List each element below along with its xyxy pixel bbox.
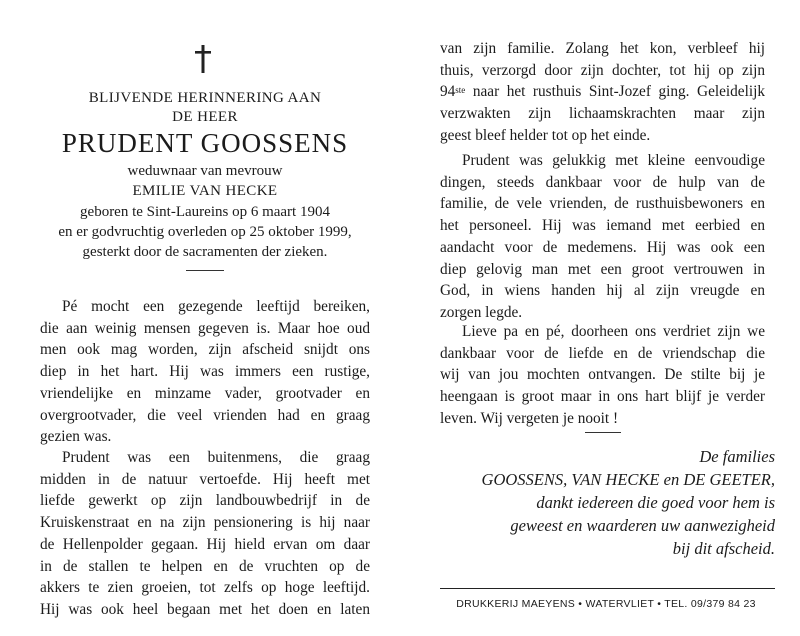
death-line: en er godvruchtig overleden op 25 oktober 1999, — [58, 224, 352, 240]
text-line: heengaan is groot maar in ons hart blijf je verder — [440, 388, 765, 406]
text-line: Pé mocht een gezegende leeftijd bereiken, — [62, 298, 370, 315]
text-line: Lieve pa en pé, doorheen ons verdriet zijn we — [462, 323, 765, 340]
birth-line: geboren te Sint-Laureins op 6 maart 1904 — [80, 204, 330, 220]
sacraments-line: gesterkt door de sacramenten der zieken. — [82, 244, 328, 260]
text-line: overgrootvader, die veel vrienden had en graag — [40, 406, 370, 424]
text-line: thuis, verzorgd door zijn dochter, tot hij op zijn — [440, 61, 765, 79]
text-line: diep gelovig man met een groot vertrouwen in — [440, 260, 765, 278]
text-line: de Hellenpolder gegaan. Hij hield ervan om daar — [40, 535, 370, 553]
text-line: 94ste naar het rusthuis Sint-Jozef ging. Geleidelijk — [440, 83, 765, 101]
footer-divider — [440, 588, 775, 589]
signature-families: GOOSSENS, VAN HECKE en DE GEETER, — [481, 470, 775, 489]
text-line: Prudent was gelukkig met kleine eenvoudige — [462, 152, 765, 169]
text-line: familie, de vele vrienden, de rusthuisbewoners en — [440, 195, 765, 213]
text-line: vriendelijke en minzame vader, grootvader en — [40, 384, 370, 402]
left-paragraph-1 — [40, 296, 370, 448]
spouse-name: EMILIE VAN HECKE — [132, 183, 278, 199]
text-line: leven. Wij vergeten je nooit ! — [440, 409, 619, 427]
cross-icon — [191, 44, 215, 74]
printer-credit: DRUKKERIJ MAEYENS • WATERVLIET • TEL. 09/379 84 23 — [456, 598, 756, 610]
text-line: in de stallen te helpen en de vruchten op de — [40, 557, 370, 575]
signature-line-3: dankt iedereen die goed voor hem is — [536, 493, 775, 512]
text-line: geest bleef helder tot op het einde. — [440, 126, 651, 144]
signature-line-4: geweest en waarderen uw aanwezigheid — [510, 516, 775, 535]
text-line: midden in de natuur vertoefde. Hij heeft met — [40, 470, 370, 488]
text-line: God, in wiens handen hij al zijn vreugde en — [440, 282, 765, 300]
divider — [585, 432, 621, 433]
text-line: zorgen legde. — [440, 303, 523, 321]
text-line: diep in het hart. Hij was immers een rustige, — [40, 363, 370, 381]
text-line: Kruiskenstraat en na zijn pensionering is hij naar — [40, 514, 370, 532]
text-line: Hij was ook heel begaan met het doen en laten — [40, 600, 370, 618]
text-line: die aan weinig mensen gegeven is. Maar hoe oud — [40, 319, 370, 337]
text-line: het personeel. Hij was iemand met eerbied en — [440, 217, 765, 235]
text-line: akkers te zien groeien, tot zelfs op hoge leeftijd. — [40, 579, 370, 597]
text-line: dankbaar voor de liefde en de vriendschap die — [440, 344, 765, 362]
widower-line: weduwnaar van mevrouw — [127, 163, 283, 179]
header-line-2: DE HEER — [172, 109, 238, 125]
text-line: gezien was. — [40, 428, 112, 446]
right-paragraph-2 — [440, 150, 765, 324]
left-paragraph-2 — [40, 447, 370, 621]
text-line: Prudent was een buitenmens, die graag — [62, 449, 370, 466]
text-line: verzwakten zijn lichaamskrachten maar zijn — [440, 105, 765, 123]
signature-line-5: bij dit afscheid. — [672, 539, 775, 558]
text-line: van zijn familie. Zolang het kon, verbleef hij — [440, 40, 765, 57]
text-line: wij van jou mochten ontvangen. De stilte bij je — [440, 366, 765, 384]
right-paragraph-1 — [440, 38, 765, 147]
deceased-name: PRUDENT GOOSSENS — [61, 128, 349, 158]
right-paragraph-3 — [440, 321, 765, 430]
text-line: liefde gewerkt op zijn landbouwbedrijf in de — [40, 492, 370, 510]
text-line: aandacht voor de medemens. Hij was ook een — [440, 238, 765, 256]
signature-line-1: De families — [699, 447, 775, 466]
divider — [186, 270, 224, 271]
text-line: men ook mag worden, zijn afscheid snijdt ons — [40, 341, 370, 359]
text-line: dingen, steeds dankbaar voor de hulp van de — [440, 173, 765, 191]
header-line-1: BLIJVENDE HERINNERING AAN — [88, 90, 322, 106]
